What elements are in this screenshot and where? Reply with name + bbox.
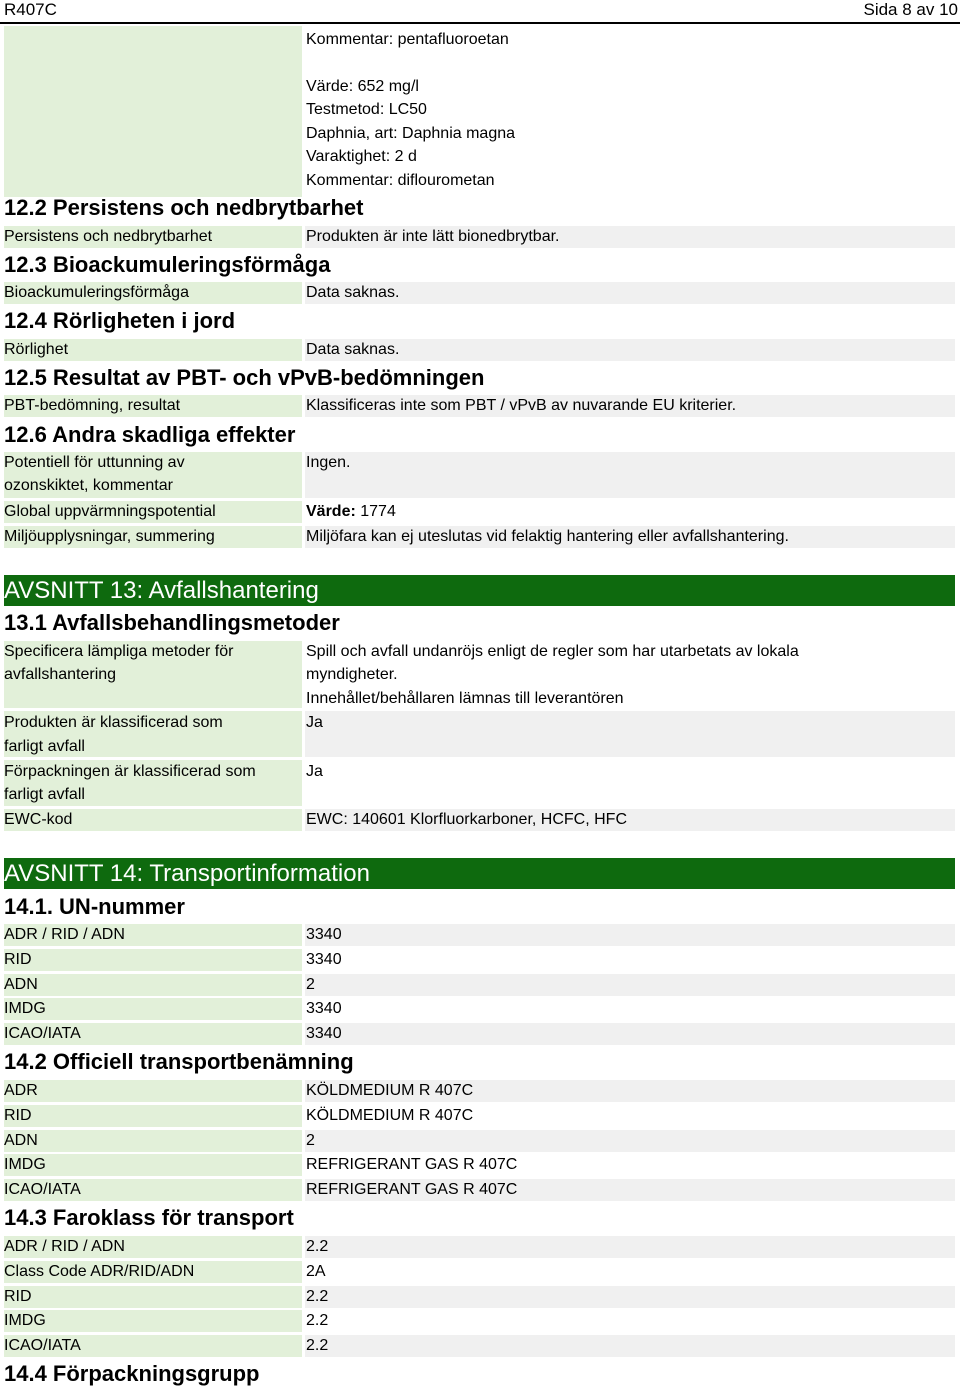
label-cell bbox=[4, 1105, 302, 1127]
row-value: 2 bbox=[306, 1131, 315, 1149]
product-name: R407C bbox=[4, 0, 57, 19]
value-cell bbox=[305, 282, 955, 304]
bioaccumulation-value: Data saknas. bbox=[306, 284, 400, 301]
row-label: ADR bbox=[4, 1082, 38, 1099]
label-cell bbox=[4, 1080, 302, 1102]
page-header bbox=[0, 0, 960, 24]
label-cell bbox=[4, 1130, 302, 1152]
heading-14-4: 14.4 Förpackningsgrupp bbox=[4, 1361, 260, 1386]
method-value-line2: myndigheter. bbox=[306, 666, 398, 683]
tox-comment: Kommentar: diflourometan bbox=[306, 172, 495, 189]
row-label: RID bbox=[4, 950, 32, 968]
heading-12-2: 12.2 Persistens och nedbrytbarhet bbox=[4, 195, 364, 220]
value-cell bbox=[305, 711, 955, 757]
heading-14-1: 14.1. UN-nummer bbox=[4, 894, 185, 919]
persistence-value: Produkten är inte lätt bionedbrytbar. bbox=[306, 228, 560, 245]
row-value: KÖLDMEDIUM R 407C bbox=[306, 1106, 474, 1124]
gwp-value-line bbox=[306, 500, 396, 524]
packaging-label-line2: farligt avfall bbox=[4, 786, 85, 803]
row-value: KÖLDMEDIUM R 407C bbox=[306, 1082, 474, 1099]
method-label-line1: Specificera lämpliga metoder för bbox=[4, 643, 234, 660]
label-cell bbox=[4, 1154, 302, 1176]
value-cell bbox=[305, 339, 955, 361]
page-number: Sida 8 av 10 bbox=[863, 0, 958, 19]
label-cell bbox=[4, 974, 302, 996]
row-value: 2.2 bbox=[306, 1287, 329, 1305]
row-value: 2.2 bbox=[306, 1337, 329, 1355]
pbt-value: Klassificeras inte som PBT / vPvB av nuvarande EU kriterier. bbox=[306, 397, 737, 414]
gwp-label: Global uppvärmningspotential bbox=[4, 503, 216, 520]
value-cell bbox=[305, 1023, 955, 1045]
row-value: 3340 bbox=[306, 1025, 342, 1043]
hazard-label-line1: Produkten är klassificerad som bbox=[4, 714, 223, 731]
value-cell bbox=[305, 1236, 955, 1258]
label-cell bbox=[4, 1286, 302, 1308]
row-label: IMDG bbox=[4, 1000, 46, 1018]
section-14-title: AVSNITT 14: Transportinformation bbox=[4, 860, 370, 887]
row-value: 3340 bbox=[306, 926, 342, 943]
row-label: ICAO/IATA bbox=[4, 1025, 81, 1043]
row-label: ICAO/IATA bbox=[4, 1181, 81, 1199]
row-value: 2A bbox=[306, 1262, 326, 1280]
heading-14-3: 14.3 Faroklass för transport bbox=[4, 1205, 294, 1230]
value-cell bbox=[305, 974, 955, 996]
section-13-bar bbox=[4, 575, 955, 606]
row-label: ADN bbox=[4, 975, 38, 993]
method-value-line3: Innehållet/behållaren lämnas till leverantören bbox=[306, 690, 624, 707]
packaging-label-line1: Förpackningen är klassificerad som bbox=[4, 763, 256, 780]
mobility-value: Data saknas. bbox=[306, 341, 400, 358]
row-value: 3340 bbox=[306, 1000, 342, 1018]
value-cell bbox=[305, 1286, 955, 1308]
row-label: RID bbox=[4, 1106, 32, 1124]
row-label: ADR / RID / ADN bbox=[4, 926, 125, 943]
row-label: Class Code ADR/RID/ADN bbox=[4, 1262, 195, 1280]
row-label: RID bbox=[4, 1287, 32, 1305]
value-cell bbox=[305, 452, 955, 498]
row-label: ADN bbox=[4, 1131, 38, 1149]
label-cell bbox=[4, 998, 302, 1020]
heading-14-2: 14.2 Officiell transportbenämning bbox=[4, 1049, 354, 1074]
row-label: IMDG bbox=[4, 1156, 46, 1174]
heading-12-4: 12.4 Rörligheten i jord bbox=[4, 308, 236, 333]
row-value: 3340 bbox=[306, 950, 342, 968]
section-14-bar bbox=[4, 858, 955, 889]
ewc-value: EWC: 140601 Klorfluorkarboner, HCFC, HFC bbox=[306, 811, 627, 828]
persistence-label: Persistens och nedbrytbarhet bbox=[4, 228, 213, 245]
heading-12-5: 12.5 Resultat av PBT- och vPvB-bedömningen bbox=[4, 365, 485, 390]
tox-comment-top: Kommentar: pentafluoroetan bbox=[306, 31, 509, 48]
env-label: Miljöupplysningar, summering bbox=[4, 528, 215, 545]
bioaccumulation-label: Bioackumuleringsförmåga bbox=[4, 284, 189, 301]
row-label: ICAO/IATA bbox=[4, 1337, 81, 1355]
tox-value: Värde: 652 mg/l bbox=[306, 78, 419, 95]
heading-12-6: 12.6 Andra skadliga effekter bbox=[4, 422, 296, 447]
value-cell bbox=[305, 924, 955, 946]
method-value-line1: Spill och avfall undanröjs enligt de regler som har utarbetats av lokala bbox=[306, 643, 799, 660]
hazard-label-line2: farligt avfall bbox=[4, 738, 85, 755]
method-label-line2: avfallshantering bbox=[4, 666, 117, 683]
ozone-label-line1: Potentiell för uttunning av bbox=[4, 454, 185, 471]
tox-label-cell bbox=[4, 26, 302, 197]
tox-method: Testmetod: LC50 bbox=[306, 101, 427, 118]
row-label: IMDG bbox=[4, 1312, 46, 1330]
value-cell bbox=[305, 1130, 955, 1152]
heading-13-1: 13.1 Avfallsbehandlingsmetoder bbox=[4, 610, 340, 635]
tox-duration: Varaktighet: 2 d bbox=[306, 148, 417, 165]
row-value: REFRIGERANT GAS R 407C bbox=[306, 1181, 518, 1199]
ozone-label-line2: ozonskiktet, kommentar bbox=[4, 477, 173, 494]
pbt-label: PBT-bedömning, resultat bbox=[4, 397, 181, 414]
value-cell bbox=[305, 1335, 955, 1357]
packaging-value: Ja bbox=[306, 763, 323, 780]
gwp-value: 1774 bbox=[355, 503, 396, 520]
heading-12-3: 12.3 Bioackumuleringsförmåga bbox=[4, 252, 331, 277]
env-value: Miljöfara kan ej uteslutas vid felaktig hantering eller avfallshantering. bbox=[306, 528, 789, 545]
ozone-value: Ingen. bbox=[306, 454, 351, 471]
row-value: 2.2 bbox=[306, 1238, 329, 1255]
value-cell bbox=[305, 501, 955, 523]
row-label: ADR / RID / ADN bbox=[4, 1238, 125, 1255]
mobility-label: Rörlighet bbox=[4, 341, 69, 358]
section-13-title: AVSNITT 13: Avfallshantering bbox=[4, 577, 319, 604]
row-value: REFRIGERANT GAS R 407C bbox=[306, 1156, 518, 1174]
row-value: 2 bbox=[306, 975, 315, 993]
label-cell bbox=[4, 1310, 302, 1332]
ewc-label: EWC-kod bbox=[4, 811, 73, 828]
row-value: 2.2 bbox=[306, 1312, 329, 1330]
label-cell bbox=[4, 949, 302, 971]
gwp-key: Värde: bbox=[306, 503, 356, 520]
tox-species: Daphnia, art: Daphnia magna bbox=[306, 125, 516, 142]
hazard-value: Ja bbox=[306, 714, 323, 731]
